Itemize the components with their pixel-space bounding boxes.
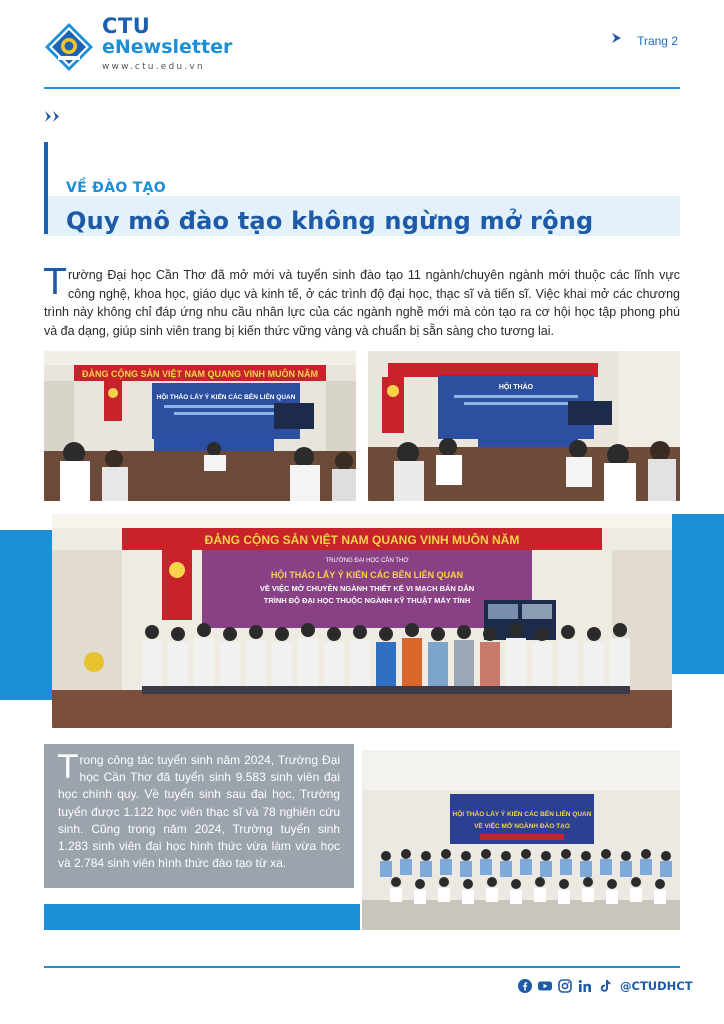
- header-divider: [44, 87, 680, 89]
- page-number: Trang 2: [637, 34, 678, 48]
- screen-title-1: HỘI THẢO LẤY Ý KIẾN CÁC BÊN LIÊN QUAN: [156, 394, 296, 401]
- screen-line-4b: VỀ VIỆC MỞ NGÀNH ĐÀO TẠO: [474, 823, 570, 830]
- photo-group-outdoor: [362, 750, 680, 930]
- brand-top: CTU: [102, 14, 151, 38]
- stat-dropcap: T: [58, 748, 78, 786]
- enrollment-paragraph: [58, 748, 340, 872]
- stat-text: rong công tác tuyển sinh năm 2024, Trường Đại học Cần Thơ đã tuyển sinh 9.583 sinh viên đại học chính quy. Về tuyển sinh sau đại học, Trường tuyển được 1.122 học viên thạc sĩ và 78 nghiên cứu sinh. Cũng trong năm 2024, Trường tuyển sinh 1.283 sinh viên đại học hình thức vừa làm vừa học và 2.784 sinh viên hình thức đào tạo từ xa.: [58, 753, 340, 871]
- photo-workshop-2: [368, 351, 680, 501]
- banner-slogan-3: ĐẢNG CỘNG SẢN VIỆT NAM QUANG VINH MUÔN NĂM: [204, 533, 520, 547]
- screen-line-1: HỘI THẢO LẤY Ý KIẾN CÁC BÊN LIÊN QUAN: [270, 570, 464, 580]
- screen-top-text: TRƯỜNG ĐẠI HỌC CẦN THƠ: [325, 558, 409, 564]
- intro-paragraph: [44, 262, 680, 340]
- ctu-logo-icon: [44, 22, 94, 72]
- site-url-link[interactable]: www.ctu.edu.vn: [102, 62, 205, 72]
- youtube-icon[interactable]: [538, 979, 552, 993]
- enrollment-stats-box: [44, 744, 354, 888]
- accent-bar-bottom: [44, 904, 360, 930]
- section-kicker: VỀ ĐÀO TẠO: [66, 180, 166, 196]
- screen-line-3: TRÌNH ĐỘ ĐẠI HỌC THUỘC NGÀNH KỸ THUẬT MÁY TÍNH: [263, 596, 471, 605]
- social-handle[interactable]: @CTUDHCT: [620, 979, 693, 993]
- accent-block-right: [672, 514, 724, 674]
- screen-line-4a: HỘI THẢO LẤY Ý KIẾN CÁC BÊN LIÊN QUAN: [452, 811, 592, 818]
- facebook-icon[interactable]: [518, 979, 532, 993]
- intro-text: rường Đại học Cần Thơ đã mở mới và tuyển sinh đào tạo 11 ngành/chuyên ngành mới thuộc các lĩnh vực công nghệ, khoa học, giáo dục và kinh tế, ở các trình độ đại học, thạc sĩ và tiến sĩ. Việc khai mở các chương trình này không chỉ đáp ứng nhu cầu nhân lực của các ngành nghề mới mà còn tạo ra cơ hội học tập phong phú và đa dạng, giúp sinh viên trang bị kiến thức vững vàng và chuẩn bị sẵn sàng cho tương lai.: [44, 268, 680, 338]
- screen-line-2: VỀ VIỆC MỞ CHUYÊN NGÀNH THIẾT KẾ VI MẠCH BÁN DẪN: [259, 584, 475, 593]
- linkedin-icon[interactable]: [578, 979, 592, 993]
- chevron-right-icon: [611, 32, 622, 44]
- footer-divider: [44, 966, 680, 968]
- article-headline: Quy mô đào tạo không ngừng mở rộng: [66, 207, 594, 235]
- tiktok-icon[interactable]: [598, 979, 612, 993]
- banner-slogan: ĐẢNG CỘNG SẢN VIỆT NAM QUANG VINH MUÔN NĂM: [82, 369, 318, 379]
- screen-title-2: HỘI THẢO: [498, 384, 534, 391]
- instagram-icon[interactable]: [558, 979, 572, 993]
- brand-block: [102, 16, 232, 72]
- double-chevron-icon: [45, 111, 61, 122]
- title-accent-bar: [44, 142, 48, 234]
- brand-title: eNewsletter: [102, 36, 233, 58]
- accent-block-left: [0, 530, 52, 700]
- social-links: [518, 979, 693, 993]
- photo-group-workshop: [52, 514, 672, 728]
- intro-dropcap: T: [44, 262, 66, 303]
- photo-workshop-1: [44, 351, 356, 501]
